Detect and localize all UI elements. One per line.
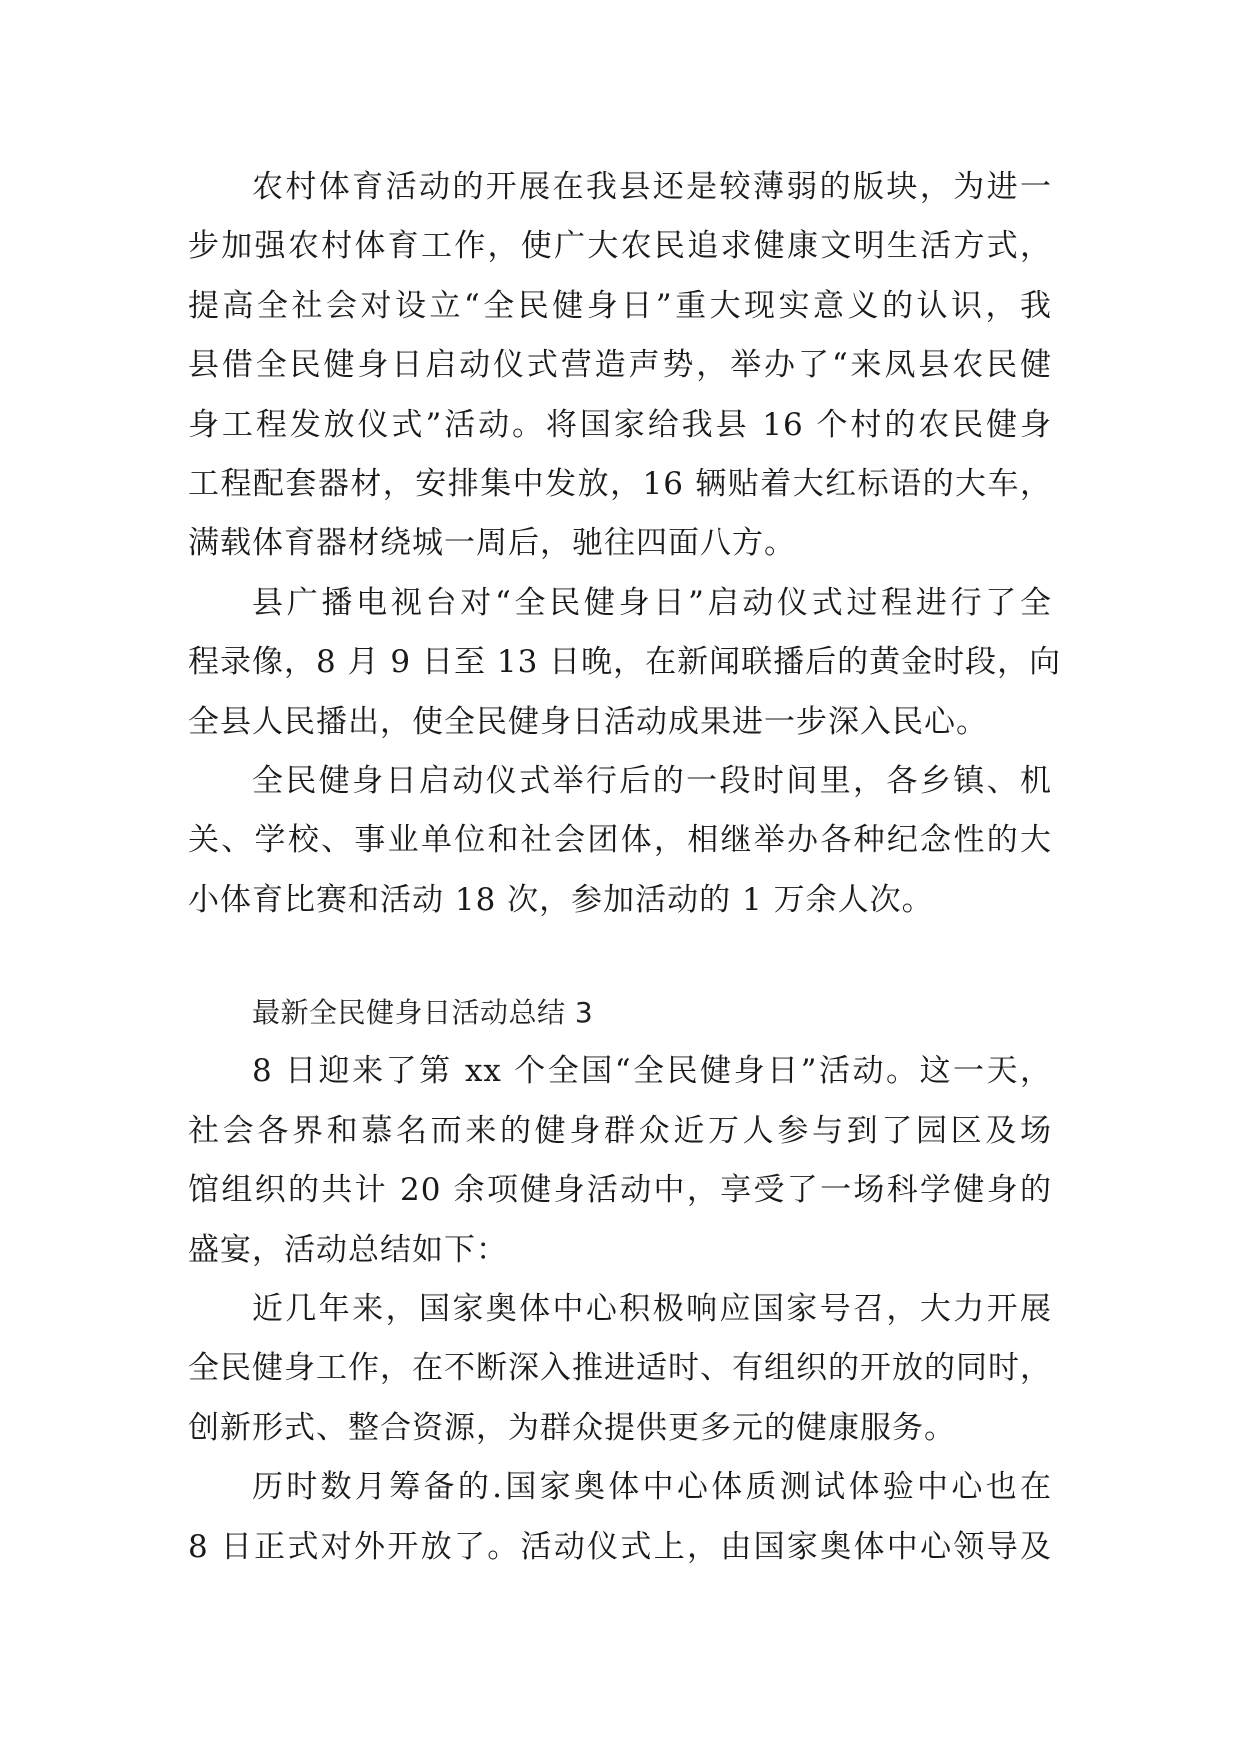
paragraph-olympic-center-work <box>188 1280 1052 1458</box>
text-line: 农村体育活动的开展在我县还是较薄弱的版块，为进一 <box>252 169 1052 205</box>
text-line: 社会各界和慕名而来的健身群众近万人参与到了园区及场 <box>188 1112 1052 1149</box>
paragraph-national-fitness-day <box>188 1042 1052 1280</box>
text-line: 盛宴，活动总结如下： <box>188 1231 508 1268</box>
text-line: 程录像，8 月 9 日至 13 日晚，在新闻联播后的黄金时段，向 <box>188 644 1062 681</box>
text-line: 满载体育器材绕城一周后，驰往四面八方。 <box>188 525 796 562</box>
paragraph-follow-up-events <box>188 752 1052 930</box>
text-line: 全县人民播出，使全民健身日活动成果进一步深入民心。 <box>188 703 988 740</box>
section-heading: 最新全民健身日活动总结 3 <box>252 996 594 1030</box>
text-line: 馆组织的共计 20 余项健身活动中，享受了一场科学健身的 <box>188 1172 1052 1209</box>
text-line: 小体育比赛和活动 18 次，参加活动的 1 万余人次。 <box>188 881 934 918</box>
text-line: 近几年来，国家奥体中心积极响应国家号召，大力开展 <box>252 1290 1052 1327</box>
paragraph-rural-sports <box>188 158 1052 574</box>
text-line: 关、学校、事业单位和社会团体，相继举办各种纪念性的大 <box>188 822 1052 859</box>
paragraph-testing-center-opening <box>188 1458 1052 1577</box>
text-line: 步加强农村体育工作，使广大农民追求健康文明生活方式， <box>188 228 1052 265</box>
text-line: 县广播电视台对“全民健身日”启动仪式过程进行了全 <box>252 584 1052 621</box>
text-line: 历时数月筹备的.国家奥体中心体质测试体验中心也在 <box>252 1469 1052 1506</box>
text-line: 创新形式、整合资源，为群众提供更多元的健康服务。 <box>188 1409 956 1446</box>
document-body <box>188 158 1062 1577</box>
text-line: 8 日正式对外开放了。活动仪式上，由国家奥体中心领导及 <box>188 1528 1052 1565</box>
text-line: 提高全社会对设立“全民健身日”重大现实意义的认识，我 <box>188 287 1052 324</box>
text-line: 身工程发放仪式”活动。将国家给我县 16 个村的农民健身 <box>188 406 1052 443</box>
text-line: 全民健身日启动仪式举行后的一段时间里，各乡镇、机 <box>252 763 1052 800</box>
paragraph-tv-broadcast <box>188 574 1062 752</box>
text-line: 工程配套器材，安排集中发放，16 辆贴着大红标语的大车， <box>188 466 1052 503</box>
text-line: 县借全民健身日启动仪式营造声势，举办了“来凤县农民健 <box>188 347 1052 384</box>
text-line: 8 日迎来了第 xx 个全国“全民健身日”活动。这一天， <box>252 1053 1052 1090</box>
text-line: 全民健身工作，在不断深入推进适时、有组织的开放的同时， <box>188 1350 1052 1387</box>
